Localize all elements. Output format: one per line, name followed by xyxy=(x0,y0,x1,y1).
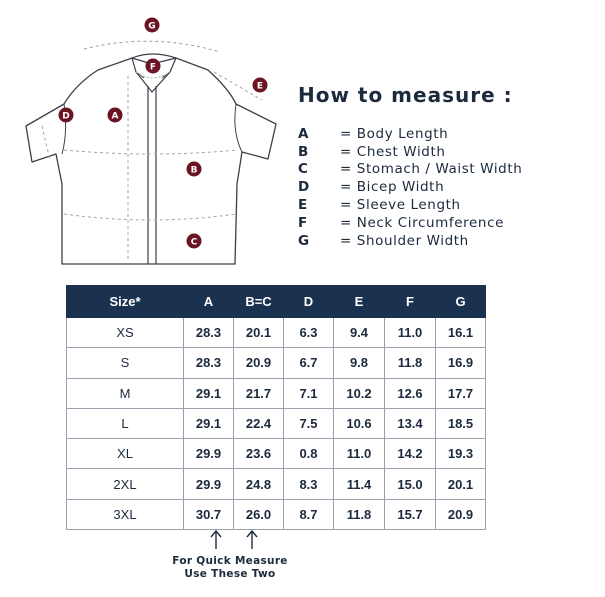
badge-e xyxy=(253,78,268,93)
svg-text:A: A xyxy=(111,111,119,122)
quick-note-line-1: For Quick Measure xyxy=(172,555,288,567)
svg-text:E: E xyxy=(256,81,264,92)
table-cell: XS xyxy=(67,318,184,348)
table-row xyxy=(67,439,486,469)
column-header-a: A xyxy=(184,286,234,318)
legend-key: G xyxy=(298,232,310,249)
legend-key: D xyxy=(298,179,310,196)
column-header-e: E xyxy=(334,286,385,318)
table-cell: 29.1 xyxy=(184,378,234,408)
column-header-size: Size* xyxy=(67,286,184,318)
legend-key: C xyxy=(298,161,309,178)
table-cell: 15.0 xyxy=(385,469,436,499)
table-cell: 8.7 xyxy=(284,499,334,529)
table-cell: 11.0 xyxy=(334,439,385,469)
table-cell: 16.1 xyxy=(436,318,486,348)
legend-row xyxy=(298,196,598,214)
table-cell: 16.9 xyxy=(436,348,486,378)
table-cell: 13.4 xyxy=(385,408,436,438)
table-cell: 3XL xyxy=(67,499,184,529)
legend-label: = Body Length xyxy=(340,125,449,142)
table-cell: 26.0 xyxy=(234,499,284,529)
legend-label: = Stomach / Waist Width xyxy=(340,161,523,178)
table-cell: 28.3 xyxy=(184,348,234,378)
table-cell: 7.5 xyxy=(284,408,334,438)
table-cell: 11.8 xyxy=(385,348,436,378)
table-cell: 19.3 xyxy=(436,439,486,469)
table-cell: 9.8 xyxy=(334,348,385,378)
badge-d xyxy=(59,108,74,123)
table-cell: 10.2 xyxy=(334,378,385,408)
table-cell: 20.1 xyxy=(436,469,486,499)
table-cell: 20.9 xyxy=(234,348,284,378)
table-cell: 8.3 xyxy=(284,469,334,499)
table-cell: S xyxy=(67,348,184,378)
table-cell: 7.1 xyxy=(284,378,334,408)
table-row xyxy=(67,348,486,378)
table-cell: 28.3 xyxy=(184,318,234,348)
table-cell: 20.1 xyxy=(234,318,284,348)
table-row xyxy=(67,469,486,499)
legend-key: A xyxy=(298,125,310,142)
table-cell: L xyxy=(67,408,184,438)
table-cell: 6.3 xyxy=(284,318,334,348)
legend-label: = Sleeve Length xyxy=(340,197,461,214)
table-cell: 22.4 xyxy=(234,408,284,438)
table-cell: 21.7 xyxy=(234,378,284,408)
legend-key: E xyxy=(298,197,308,214)
svg-text:F: F xyxy=(149,62,157,73)
legend-row xyxy=(298,178,598,196)
size-chart-table xyxy=(66,285,486,530)
svg-text:C: C xyxy=(190,237,198,248)
arrow-up-icon xyxy=(245,530,259,550)
svg-text:G: G xyxy=(148,21,156,32)
table-cell: 10.6 xyxy=(334,408,385,438)
legend-label: = Chest Width xyxy=(340,143,446,160)
svg-text:D: D xyxy=(62,111,70,122)
legend-label: = Shoulder Width xyxy=(340,232,469,249)
legend-row xyxy=(298,214,598,232)
table-cell: 9.4 xyxy=(334,318,385,348)
table-cell: 0.8 xyxy=(284,439,334,469)
legend-row xyxy=(298,232,598,250)
shirt-diagram xyxy=(24,14,286,276)
table-cell: 17.7 xyxy=(436,378,486,408)
legend-key: F xyxy=(298,214,308,231)
legend-row xyxy=(298,143,598,161)
column-header-b-c: B=C xyxy=(234,286,284,318)
column-header-d: D xyxy=(284,286,334,318)
table-cell: 12.6 xyxy=(385,378,436,408)
table-cell: XL xyxy=(67,439,184,469)
column-header-g: G xyxy=(436,286,486,318)
table-cell: 6.7 xyxy=(284,348,334,378)
svg-text:B: B xyxy=(190,165,198,176)
column-header-f: F xyxy=(385,286,436,318)
arrow-up-icon xyxy=(209,530,223,550)
badge-c xyxy=(187,234,202,249)
table-cell: 24.8 xyxy=(234,469,284,499)
page-title: How to measure : xyxy=(298,83,513,107)
badge-f xyxy=(146,59,161,74)
table-cell: 11.8 xyxy=(334,499,385,529)
table-cell: M xyxy=(67,378,184,408)
table-cell: 11.0 xyxy=(385,318,436,348)
table-cell: 14.2 xyxy=(385,439,436,469)
quick-note-line-2: Use These Two xyxy=(184,568,276,580)
table-cell: 18.5 xyxy=(436,408,486,438)
legend-row xyxy=(298,125,598,143)
measurement-legend xyxy=(298,125,598,250)
legend-label: = Bicep Width xyxy=(340,179,445,196)
table-cell: 2XL xyxy=(67,469,184,499)
table-header-row xyxy=(67,286,486,318)
table-row xyxy=(67,408,486,438)
legend-key: B xyxy=(298,143,309,160)
table-cell: 20.9 xyxy=(436,499,486,529)
table-cell: 29.9 xyxy=(184,439,234,469)
badge-g xyxy=(145,18,160,33)
legend-row xyxy=(298,161,598,179)
table-row xyxy=(67,318,486,348)
badge-b xyxy=(187,162,202,177)
table-cell: 23.6 xyxy=(234,439,284,469)
table-row xyxy=(67,378,486,408)
table-row xyxy=(67,499,486,529)
table-cell: 11.4 xyxy=(334,469,385,499)
table-cell: 15.7 xyxy=(385,499,436,529)
legend-label: = Neck Circumference xyxy=(340,214,505,231)
table-cell: 29.1 xyxy=(184,408,234,438)
quick-measure-note xyxy=(150,555,310,581)
table-cell: 29.9 xyxy=(184,469,234,499)
badge-a xyxy=(108,108,123,123)
table-cell: 30.7 xyxy=(184,499,234,529)
